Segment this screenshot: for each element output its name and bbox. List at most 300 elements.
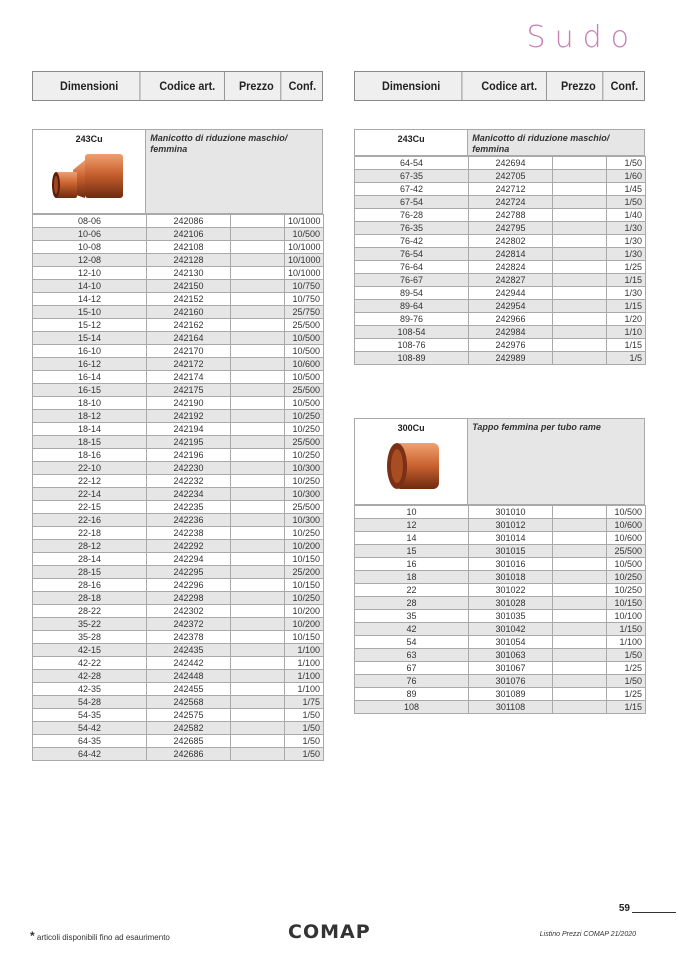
cell-conf: 10/500 [607, 506, 646, 519]
cell-conf: 10/250 [607, 584, 646, 597]
table-row [33, 501, 324, 514]
cell-dimension: 64-42 [33, 748, 147, 761]
cell-code: 301063 [469, 649, 553, 662]
cell-conf: 1/150 [607, 623, 646, 636]
cell-conf: 1/30 [607, 287, 646, 300]
cell-dimension: 22-12 [33, 475, 147, 488]
cell-code: 242976 [469, 339, 553, 352]
cell-conf: 10/1000 [285, 215, 324, 228]
table-row [355, 636, 646, 649]
table-row [33, 644, 324, 657]
table-row [33, 293, 324, 306]
table-row [355, 248, 646, 261]
cell-code: 242568 [147, 696, 231, 709]
table-row [33, 618, 324, 631]
cell-dimension: 76-54 [355, 248, 469, 261]
end-cap-icon [381, 439, 445, 495]
cell-code: 242235 [147, 501, 231, 514]
cell-code: 301018 [469, 571, 553, 584]
cell-dimension: 16-15 [33, 384, 147, 397]
cell-conf: 10/300 [285, 514, 324, 527]
cell-dimension: 89-76 [355, 313, 469, 326]
left-price-table [32, 214, 324, 761]
cell-conf: 10/150 [285, 631, 324, 644]
cell-price [553, 300, 607, 313]
table-row [33, 410, 324, 423]
cell-code: 242575 [147, 709, 231, 722]
table-row [355, 649, 646, 662]
footer-note-text: articoli disponibili fino ad esaurimento [36, 933, 170, 942]
cell-price [553, 183, 607, 196]
footer-asterisk: * [30, 929, 35, 943]
product-description: Tappo femmina per tubo rame [468, 419, 644, 504]
cell-code: 242128 [147, 254, 231, 267]
cell-code: 242455 [147, 683, 231, 696]
cell-dimension: 67 [355, 662, 469, 675]
table-row [355, 623, 646, 636]
cell-dimension: 28-22 [33, 605, 147, 618]
header-prezzo: Prezzo [232, 72, 280, 100]
table-row [33, 592, 324, 605]
table-row [355, 662, 646, 675]
cell-dimension: 76-64 [355, 261, 469, 274]
cell-price [553, 209, 607, 222]
cell-dimension: 28-18 [33, 592, 147, 605]
cell-dimension: 10 [355, 506, 469, 519]
cell-price [553, 222, 607, 235]
cell-dimension: 15 [355, 545, 469, 558]
cell-dimension: 35-28 [33, 631, 147, 644]
table-row [33, 696, 324, 709]
cell-dimension: 12-08 [33, 254, 147, 267]
cell-price [553, 170, 607, 183]
product-code: 243Cu [75, 134, 103, 144]
product-code: 243Cu [397, 134, 425, 144]
table-row [33, 605, 324, 618]
cell-conf: 1/75 [285, 696, 324, 709]
table-row [33, 397, 324, 410]
cell-code: 242232 [147, 475, 231, 488]
cell-conf: 1/50 [607, 675, 646, 688]
cell-code: 242712 [469, 183, 553, 196]
cell-conf: 10/250 [285, 410, 324, 423]
cell-price [553, 675, 607, 688]
cell-price [553, 623, 607, 636]
cell-code: 301022 [469, 584, 553, 597]
table-row [355, 610, 646, 623]
table-row [33, 527, 324, 540]
cell-price [231, 475, 285, 488]
cell-price [231, 254, 285, 267]
cell-code: 242378 [147, 631, 231, 644]
cell-dimension: 22-14 [33, 488, 147, 501]
cell-conf: 10/600 [607, 532, 646, 545]
cell-conf: 10/500 [607, 558, 646, 571]
cell-conf: 10/200 [285, 618, 324, 631]
cell-conf: 25/500 [285, 436, 324, 449]
cell-code: 301042 [469, 623, 553, 636]
cell-conf: 25/500 [285, 319, 324, 332]
cell-conf: 1/25 [607, 688, 646, 701]
cell-dimension: 35-22 [33, 618, 147, 631]
cell-price [553, 688, 607, 701]
cell-price [553, 532, 607, 545]
cell-code: 242236 [147, 514, 231, 527]
table-row [33, 514, 324, 527]
cell-conf: 10/500 [285, 332, 324, 345]
cell-code: 242372 [147, 618, 231, 631]
table-row [33, 423, 324, 436]
table-row [33, 332, 324, 345]
cell-price [231, 579, 285, 592]
header-codice: Codice art. [472, 72, 547, 100]
cell-conf: 1/100 [285, 644, 324, 657]
footer-note [30, 929, 170, 943]
cell-price [553, 519, 607, 532]
table-row [33, 319, 324, 332]
cell-dimension: 28-14 [33, 553, 147, 566]
table-row [33, 306, 324, 319]
cell-price [553, 157, 607, 170]
header-conf: Conf. [610, 79, 639, 93]
cell-price [231, 735, 285, 748]
cell-code: 242108 [147, 241, 231, 254]
table-row [355, 261, 646, 274]
cell-conf: 1/100 [285, 683, 324, 696]
cell-dimension: 35 [355, 610, 469, 623]
cell-conf: 1/15 [607, 701, 646, 714]
cell-conf: 1/50 [607, 196, 646, 209]
cell-price [231, 488, 285, 501]
cell-dimension: 108-54 [355, 326, 469, 339]
table-row [33, 384, 324, 397]
table-row [33, 449, 324, 462]
cell-price [231, 228, 285, 241]
cell-conf: 10/500 [285, 345, 324, 358]
cell-code: 242685 [147, 735, 231, 748]
cell-price [231, 540, 285, 553]
cell-dimension: 89-54 [355, 287, 469, 300]
cell-code: 242194 [147, 423, 231, 436]
page-number: 59 [618, 903, 630, 914]
cell-dimension: 22-16 [33, 514, 147, 527]
cell-dimension: 42 [355, 623, 469, 636]
cell-price [553, 545, 607, 558]
cell-code: 242295 [147, 566, 231, 579]
cell-dimension: 22-15 [33, 501, 147, 514]
cell-code: 242230 [147, 462, 231, 475]
cell-code: 242175 [147, 384, 231, 397]
table-row [33, 631, 324, 644]
cell-dimension: 14 [355, 532, 469, 545]
cell-price [231, 423, 285, 436]
cell-conf: 25/500 [285, 501, 324, 514]
table-row [33, 683, 324, 696]
cell-conf: 1/20 [607, 313, 646, 326]
table-row [33, 267, 324, 280]
cell-conf: 10/200 [285, 605, 324, 618]
cell-dimension: 14-12 [33, 293, 147, 306]
cell-conf: 1/15 [607, 339, 646, 352]
table-row [355, 157, 646, 170]
cell-dimension: 16-14 [33, 371, 147, 384]
left-table-header [32, 71, 323, 101]
product-image-cell [33, 130, 146, 213]
cell-conf: 25/500 [285, 384, 324, 397]
table-row [355, 675, 646, 688]
cell-dimension: 15-14 [33, 332, 147, 345]
cell-dimension: 64-54 [355, 157, 469, 170]
cell-price [231, 514, 285, 527]
product-code: 300Cu [397, 423, 425, 433]
table-row [355, 287, 646, 300]
cell-dimension: 12-10 [33, 267, 147, 280]
cell-conf: 10/250 [285, 592, 324, 605]
table-row [355, 300, 646, 313]
table-row [33, 215, 324, 228]
table-row [355, 222, 646, 235]
cell-price [231, 215, 285, 228]
cell-dimension: 67-42 [355, 183, 469, 196]
cell-price [553, 261, 607, 274]
cell-code: 242298 [147, 592, 231, 605]
cell-dimension: 76-35 [355, 222, 469, 235]
cell-dimension: 28-16 [33, 579, 147, 592]
cell-price [231, 592, 285, 605]
cell-dimension: 63 [355, 649, 469, 662]
cell-conf: 1/50 [285, 735, 324, 748]
cell-dimension: 89 [355, 688, 469, 701]
cell-dimension: 67-35 [355, 170, 469, 183]
table-row [355, 558, 646, 571]
cell-code: 242164 [147, 332, 231, 345]
cell-code: 242966 [469, 313, 553, 326]
cell-code: 242130 [147, 267, 231, 280]
table-row [355, 532, 646, 545]
table-row [355, 584, 646, 597]
cell-dimension: 12 [355, 519, 469, 532]
cell-price [231, 566, 285, 579]
cell-price [231, 527, 285, 540]
cell-conf: 10/500 [285, 371, 324, 384]
cell-dimension: 76-67 [355, 274, 469, 287]
cell-conf: 1/30 [607, 222, 646, 235]
cell-code: 301089 [469, 688, 553, 701]
cell-conf: 1/25 [607, 261, 646, 274]
cell-conf: 10/500 [285, 397, 324, 410]
cell-conf: 1/60 [607, 170, 646, 183]
cell-code: 242106 [147, 228, 231, 241]
cell-dimension: 10-06 [33, 228, 147, 241]
header-prezzo: Prezzo [554, 72, 602, 100]
cell-dimension: 22-18 [33, 527, 147, 540]
table-row [355, 597, 646, 610]
cell-code: 242827 [469, 274, 553, 287]
header-dimensioni: Dimensioni [39, 72, 141, 100]
cell-dimension: 54-35 [33, 709, 147, 722]
cell-price [553, 339, 607, 352]
cell-conf: 1/15 [607, 274, 646, 287]
table-row [33, 254, 324, 267]
cell-price [231, 748, 285, 761]
cell-conf: 1/45 [607, 183, 646, 196]
table-row [355, 352, 646, 365]
table-row [355, 313, 646, 326]
cell-price [231, 371, 285, 384]
cell-dimension: 16 [355, 558, 469, 571]
cell-conf: 10/250 [285, 423, 324, 436]
cell-dimension: 108-76 [355, 339, 469, 352]
cell-conf: 10/750 [285, 280, 324, 293]
cell-code: 242705 [469, 170, 553, 183]
cell-conf: 10/1000 [285, 241, 324, 254]
cell-code: 301076 [469, 675, 553, 688]
table-row [33, 540, 324, 553]
cell-price [231, 501, 285, 514]
cell-price [553, 235, 607, 248]
cell-price [231, 332, 285, 345]
cell-conf: 10/250 [285, 527, 324, 540]
cell-code: 242294 [147, 553, 231, 566]
cell-price [231, 618, 285, 631]
cell-conf: 10/300 [285, 462, 324, 475]
page-title: Sudo [526, 20, 638, 55]
cell-price [231, 462, 285, 475]
cell-price [553, 287, 607, 300]
cell-price [553, 506, 607, 519]
right-price-table-243 [354, 156, 646, 365]
cell-price [553, 313, 607, 326]
cell-code: 301012 [469, 519, 553, 532]
cell-price [231, 306, 285, 319]
cell-conf: 25/500 [607, 545, 646, 558]
cell-price [231, 553, 285, 566]
cell-code: 301035 [469, 610, 553, 623]
comap-logo: COMAP [288, 921, 371, 943]
cell-code: 242954 [469, 300, 553, 313]
product-description: Manicotto di riduzione maschio/ femmina [146, 130, 322, 213]
cell-dimension: 54 [355, 636, 469, 649]
cell-price [231, 722, 285, 735]
cell-code: 242170 [147, 345, 231, 358]
cell-price [231, 267, 285, 280]
cell-price [553, 248, 607, 261]
cell-conf: 10/100 [607, 610, 646, 623]
cell-code: 242238 [147, 527, 231, 540]
cell-code: 242174 [147, 371, 231, 384]
cell-price [231, 657, 285, 670]
cell-dimension: 14-10 [33, 280, 147, 293]
cell-dimension: 18-16 [33, 449, 147, 462]
cell-dimension: 108 [355, 701, 469, 714]
table-row [33, 358, 324, 371]
cell-code: 242296 [147, 579, 231, 592]
cell-conf: 10/200 [285, 540, 324, 553]
cell-code: 242292 [147, 540, 231, 553]
table-row [33, 670, 324, 683]
cell-code: 242724 [469, 196, 553, 209]
cell-price [553, 636, 607, 649]
table-row [355, 519, 646, 532]
cell-price [231, 397, 285, 410]
header-conf: Conf. [288, 79, 317, 93]
cell-code: 242989 [469, 352, 553, 365]
cell-price [231, 696, 285, 709]
cell-conf: 10/1000 [285, 254, 324, 267]
table-row [355, 326, 646, 339]
cell-conf: 1/5 [607, 352, 646, 365]
cell-code: 242694 [469, 157, 553, 170]
table-row [33, 475, 324, 488]
cell-code: 242150 [147, 280, 231, 293]
table-row [355, 506, 646, 519]
cell-dimension: 08-06 [33, 215, 147, 228]
cell-dimension: 22 [355, 584, 469, 597]
cell-dimension: 42-22 [33, 657, 147, 670]
cell-dimension: 18-15 [33, 436, 147, 449]
cell-dimension: 54-42 [33, 722, 147, 735]
cell-dimension: 28-12 [33, 540, 147, 553]
cell-price [553, 196, 607, 209]
cell-code: 242152 [147, 293, 231, 306]
table-row [355, 571, 646, 584]
table-row [33, 735, 324, 748]
cell-dimension: 22-10 [33, 462, 147, 475]
table-row [355, 183, 646, 196]
cell-conf: 1/50 [285, 709, 324, 722]
cell-code: 242162 [147, 319, 231, 332]
cell-code: 242160 [147, 306, 231, 319]
cell-dimension: 18 [355, 571, 469, 584]
cell-conf: 1/25 [607, 662, 646, 675]
table-row [355, 339, 646, 352]
cell-code: 242195 [147, 436, 231, 449]
reducer-fitting-icon [49, 148, 129, 210]
cell-conf: 10/300 [285, 488, 324, 501]
cell-price [553, 649, 607, 662]
cell-conf: 1/50 [607, 157, 646, 170]
cell-conf: 1/30 [607, 248, 646, 261]
cell-dimension: 18-10 [33, 397, 147, 410]
cell-code: 301014 [469, 532, 553, 545]
table-row [33, 462, 324, 475]
cell-price [231, 358, 285, 371]
cell-price [553, 274, 607, 287]
cell-code: 242302 [147, 605, 231, 618]
cell-code: 242435 [147, 644, 231, 657]
table-row [355, 209, 646, 222]
table-row [33, 228, 324, 241]
page-number-rule [632, 912, 676, 913]
table-row [33, 748, 324, 761]
cell-price [231, 709, 285, 722]
cell-dimension: 18-14 [33, 423, 147, 436]
cell-dimension: 64-35 [33, 735, 147, 748]
cell-dimension: 76-28 [355, 209, 469, 222]
cell-dimension: 16-10 [33, 345, 147, 358]
cell-code: 242802 [469, 235, 553, 248]
cell-code: 301010 [469, 506, 553, 519]
cell-conf: 1/40 [607, 209, 646, 222]
header-codice: Codice art. [150, 72, 225, 100]
table-row [355, 235, 646, 248]
cell-dimension: 67-54 [355, 196, 469, 209]
right-price-table-300 [354, 505, 646, 714]
cell-code: 242234 [147, 488, 231, 501]
product-300cu-block [354, 418, 645, 505]
table-row [355, 701, 646, 714]
table-row [33, 345, 324, 358]
